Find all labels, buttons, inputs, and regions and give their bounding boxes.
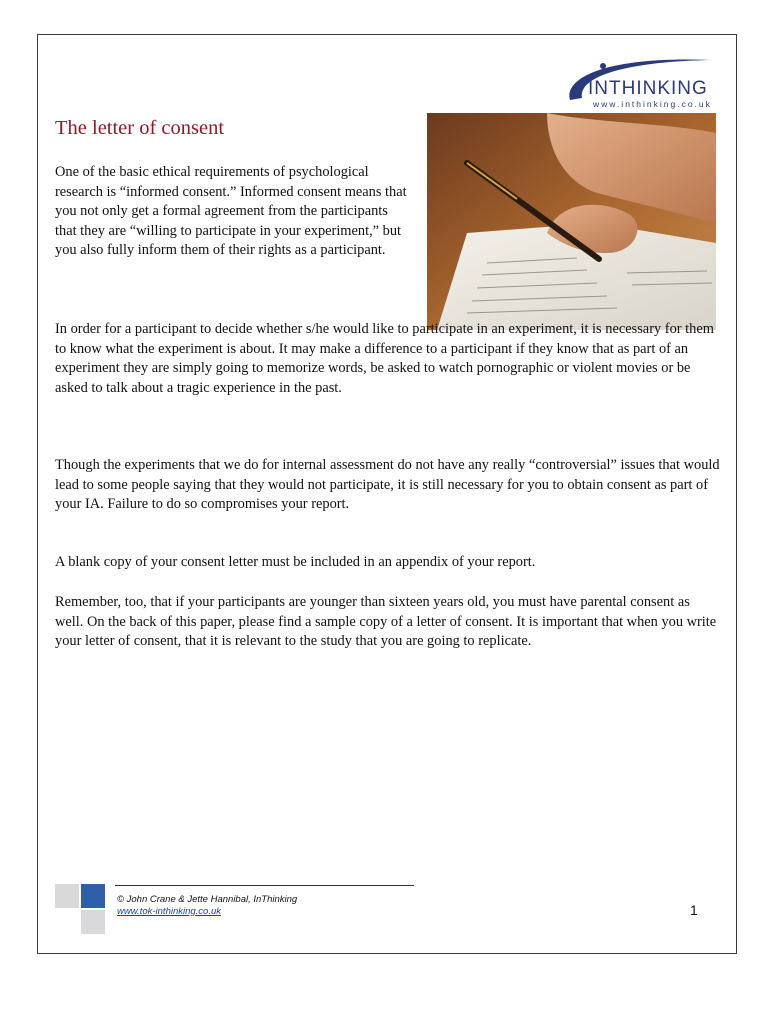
logo-url: www.inthinking.co.uk bbox=[593, 99, 712, 109]
page-number: 1 bbox=[690, 902, 698, 918]
paragraph-informed-consent: One of the basic ethical requirements of psychological research is “informed consent.” Informed consent means that you not only get a formal agreement from the participants that they are “willing to participate in your experiment,” but you also fully inform them of their rights as a participant. bbox=[55, 164, 407, 259]
decor-square bbox=[81, 884, 105, 908]
footer-credits bbox=[117, 894, 297, 917]
paragraph-internal-assessment: Though the experiments that we do for internal assessment do not have any really “controversial” issues that would lead to some people saying that they would not participate, it is still necessary for you to obtain consent as part of your IA. Failure to do so compromises your report. bbox=[55, 457, 720, 513]
signing-document-photo bbox=[427, 113, 716, 330]
paragraph-participant-decision: In order for a participant to decide whether s/he would like to participate in an experiment, it is necessary for them to know what the experiment is about. It may make a difference to a participant if they know that as part of an experiment they are simply going to memorize words, be asked to watch pornographic or violent movies or be asked to talk about a tragic experience in the past. bbox=[55, 321, 714, 396]
footer-link[interactable]: www.tok-inthinking.co.uk bbox=[117, 905, 222, 917]
inthinking-logo bbox=[560, 52, 720, 112]
footer-divider bbox=[115, 885, 414, 886]
paragraph-appendix: A blank copy of your consent letter must be included in an appendix of your report. bbox=[55, 554, 536, 570]
page-title: The letter of consent bbox=[55, 117, 225, 139]
decor-square bbox=[81, 910, 105, 934]
logo-wordmark: INTHINKING bbox=[588, 78, 708, 99]
paragraph-parental-consent: Remember, too, that if your participants are younger than sixteen years old, you must have parental consent as well. On the back of this paper, please find a sample copy of a letter of consent. It is important that when you write your letter of consent, that it is relevant to the study that you are going to replicate. bbox=[55, 594, 717, 650]
footer-copyright: © John Crane & Jette Hannibal, InThinking bbox=[117, 894, 298, 905]
decor-square bbox=[55, 884, 79, 908]
